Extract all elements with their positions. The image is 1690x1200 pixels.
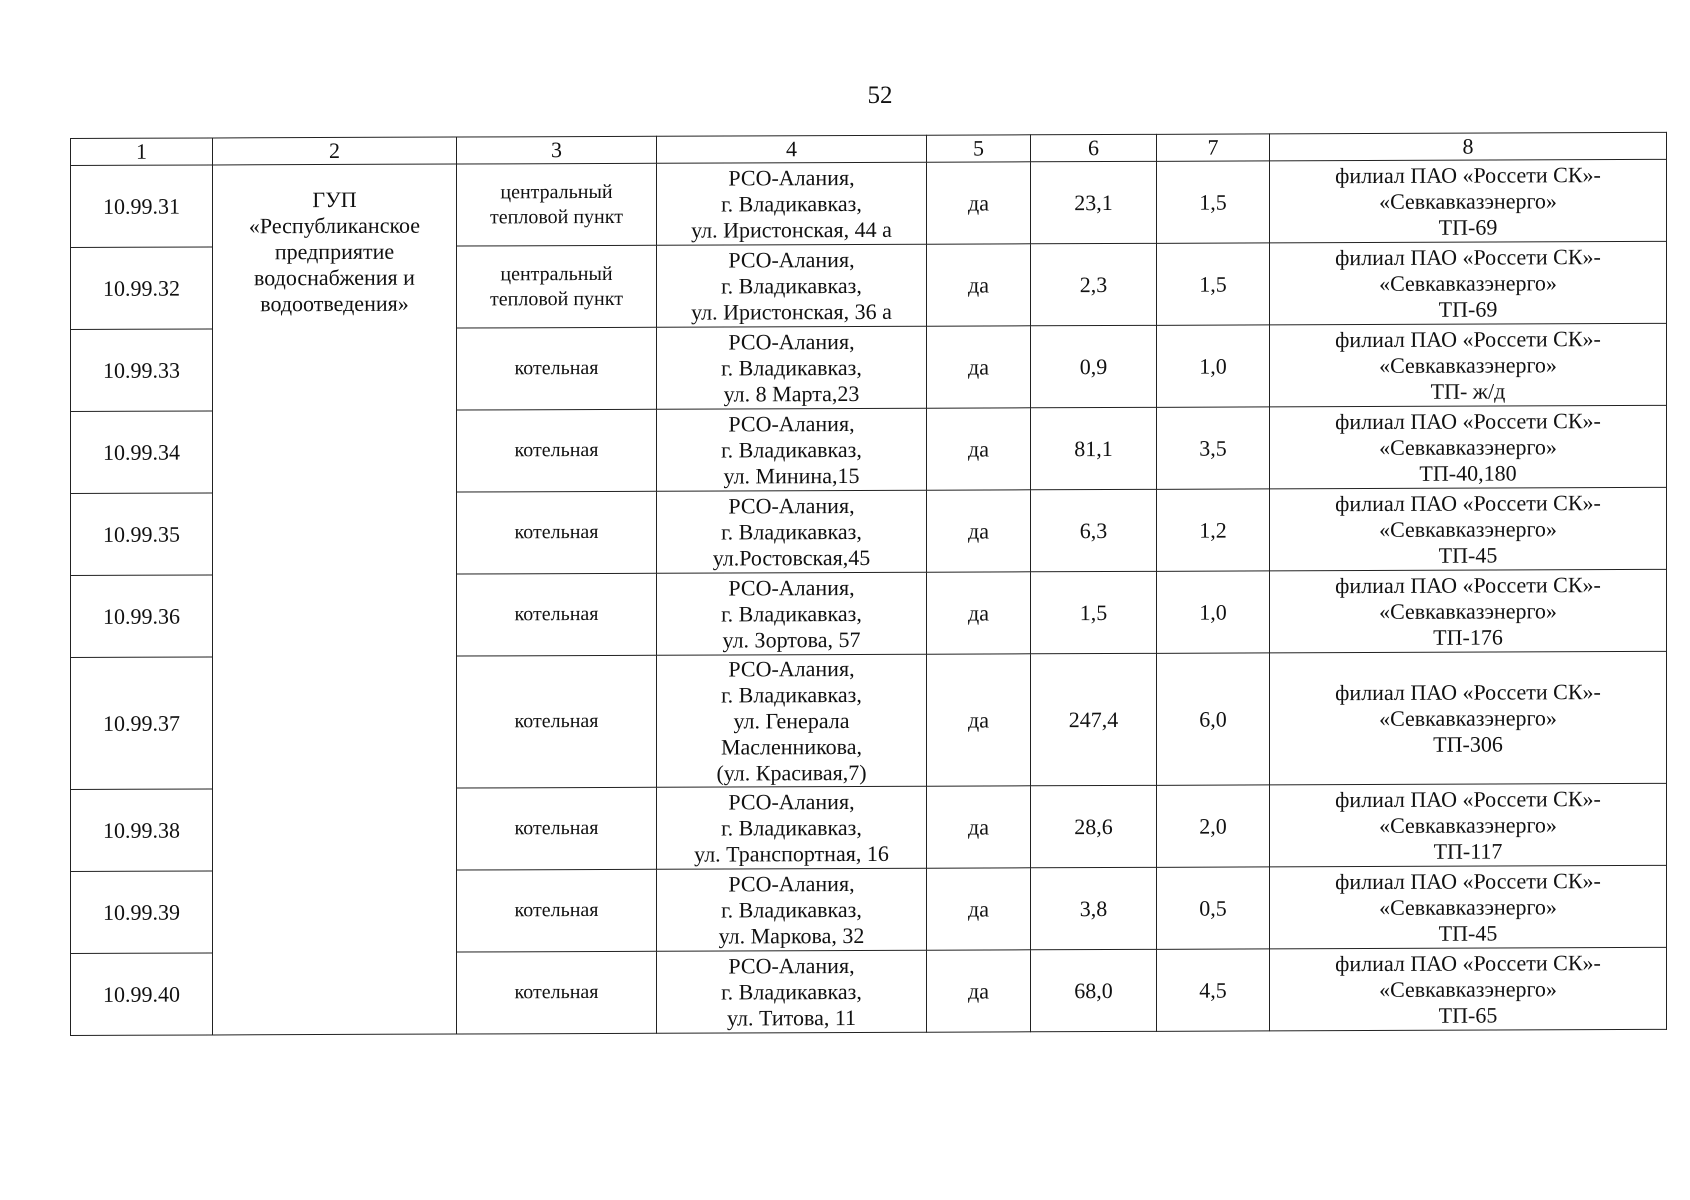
network-cell-line: «Севкавказэнерго» — [1379, 187, 1557, 214]
address-cell-line: РСО-Алания, — [728, 246, 855, 272]
network-cell-line: ТП-45 — [1438, 920, 1498, 946]
address-cell-line: Масленникова, — [720, 733, 863, 760]
facility-type-cell — [457, 409, 657, 492]
header-cell: 3 — [457, 136, 657, 164]
facility-type-cell — [457, 655, 657, 788]
facility-type-cell-line: котельная — [514, 709, 599, 733]
value6-cell: 247,4 — [1031, 653, 1157, 785]
facility-type-cell-line: котельная — [514, 980, 599, 1004]
value7-cell: 0,5 — [1157, 867, 1270, 949]
address-cell — [657, 408, 927, 491]
header-cell: 4 — [657, 135, 927, 163]
network-cell — [1270, 783, 1667, 867]
network-cell-line: ТП-69 — [1438, 214, 1498, 240]
flag-cell: да — [927, 950, 1031, 1032]
header-cell: 1 — [71, 138, 213, 166]
network-cell — [1270, 487, 1667, 571]
record-code-cell: 10.99.35 — [71, 493, 213, 576]
network-cell-line: ТП- ж/д — [1430, 377, 1506, 404]
address-cell — [657, 868, 927, 951]
address-cell-line: РСО-Алания, — [728, 328, 855, 354]
address-cell — [657, 654, 927, 787]
network-cell-line: «Севкавказэнерго» — [1379, 351, 1557, 378]
address-cell-line: г. Владикавказ, — [721, 978, 862, 1004]
network-cell-line: ТП-176 — [1433, 623, 1503, 650]
record-code-cell: 10.99.34 — [71, 411, 213, 494]
value6-cell: 0,9 — [1031, 325, 1157, 407]
flag-cell: да — [927, 786, 1031, 868]
organization-cell — [213, 164, 457, 1035]
network-cell — [1270, 241, 1667, 325]
network-cell — [1270, 405, 1667, 489]
facility-type-cell — [457, 163, 657, 246]
value7-cell: 1,5 — [1157, 243, 1270, 325]
address-cell-line: ул. Иристонская, 36 а — [691, 298, 892, 325]
facility-type-cell — [457, 327, 657, 410]
network-cell-line: филиал ПАО «Россети СК»- — [1335, 489, 1601, 516]
address-cell-line: РСО-Алания, — [728, 492, 855, 518]
network-cell-line: ТП-65 — [1438, 1002, 1498, 1028]
address-cell — [657, 572, 927, 655]
record-code-cell: 10.99.36 — [71, 575, 213, 658]
value7-cell: 1,2 — [1157, 489, 1270, 571]
header-cell: 7 — [1157, 134, 1270, 161]
address-cell-line: г. Владикавказ, — [721, 354, 862, 380]
address-cell — [657, 490, 927, 573]
record-code-cell: 10.99.38 — [71, 789, 213, 872]
record-code-cell: 10.99.32 — [71, 247, 213, 330]
value7-cell: 6,0 — [1157, 653, 1270, 785]
value7-cell: 1,5 — [1157, 161, 1270, 243]
organization-cell-line: «Республиканское — [248, 212, 421, 239]
network-cell-line: филиал ПАО «Россети СК»- — [1335, 785, 1601, 812]
network-cell-line: ТП-69 — [1438, 296, 1498, 322]
organization-cell-line: водоснабжения и — [254, 264, 415, 291]
network-cell-line: ТП-117 — [1433, 837, 1503, 864]
facility-type-cell-line: котельная — [514, 438, 599, 462]
address-cell-line: РСО-Алания, — [728, 410, 855, 436]
record-code-cell: 10.99.40 — [71, 953, 213, 1036]
network-cell-line: «Севкавказэнерго» — [1379, 811, 1557, 838]
address-cell-line: г. Владикавказ, — [721, 272, 862, 298]
flag-cell: да — [927, 490, 1031, 572]
record-code-cell: 10.99.33 — [71, 329, 213, 412]
address-cell-line: ул. Транспортная, 16 — [694, 840, 889, 867]
network-cell-line: филиал ПАО «Россети СК»- — [1335, 949, 1601, 976]
network-cell-line: филиал ПАО «Россети СК»- — [1335, 571, 1601, 598]
flag-cell: да — [927, 868, 1031, 950]
facility-type-cell-line: центральный — [500, 180, 613, 203]
address-cell-line: г. Владикавказ, — [721, 190, 862, 216]
address-cell-line: РСО-Алания, — [728, 574, 855, 600]
facility-type-cell — [457, 869, 657, 952]
address-cell-line: ул. Генерала — [733, 707, 850, 733]
address-cell — [657, 244, 927, 327]
value6-cell: 2,3 — [1031, 243, 1157, 325]
facility-type-cell-line: котельная — [514, 898, 599, 922]
organization-cell-line: водоотведения» — [260, 290, 409, 317]
value6-cell: 6,3 — [1031, 489, 1157, 571]
header-cell: 6 — [1031, 134, 1157, 161]
address-cell-line: г. Владикавказ, — [721, 896, 862, 922]
network-cell-line: «Севкавказэнерго» — [1379, 704, 1557, 731]
address-cell-line: ул. Титова, 11 — [726, 1004, 857, 1030]
value6-cell: 28,6 — [1031, 785, 1157, 867]
address-cell-line: г. Владикавказ, — [721, 518, 862, 544]
network-cell-line: филиал ПАО «Россети СК»- — [1335, 161, 1601, 188]
value6-cell: 23,1 — [1031, 161, 1157, 243]
network-cell — [1270, 159, 1667, 243]
network-cell — [1270, 865, 1667, 949]
network-cell-line: филиал ПАО «Россети СК»- — [1335, 678, 1601, 705]
flag-cell: да — [927, 326, 1031, 408]
address-cell-line: г. Владикавказ, — [721, 814, 862, 840]
network-cell-line: «Севкавказэнерго» — [1379, 515, 1557, 542]
organization-cell-line: предприятие — [274, 238, 395, 265]
facility-type-cell-line: котельная — [514, 520, 599, 544]
network-cell-line: ТП-45 — [1438, 542, 1498, 568]
page-number: 52 — [867, 82, 893, 109]
address-cell-line: г. Владикавказ, — [721, 600, 862, 626]
facility-type-cell — [457, 573, 657, 656]
network-cell-line: ТП-306 — [1433, 730, 1503, 757]
flag-cell: да — [927, 572, 1031, 654]
network-cell — [1270, 323, 1667, 407]
value7-cell: 1,0 — [1157, 571, 1270, 653]
value6-cell: 81,1 — [1031, 407, 1157, 489]
facility-type-cell-line: котельная — [514, 356, 599, 380]
network-cell-line: филиал ПАО «Россети СК»- — [1335, 867, 1601, 894]
facility-type-cell-line: тепловой пункт — [490, 205, 623, 228]
record-code-cell: 10.99.37 — [71, 657, 213, 790]
value7-cell: 4,5 — [1157, 949, 1270, 1031]
flag-cell: да — [927, 408, 1031, 490]
value7-cell: 3,5 — [1157, 407, 1270, 489]
address-cell-line: ул. Зортова, 57 — [722, 626, 861, 652]
facility-type-cell — [457, 245, 657, 328]
network-cell-line: «Севкавказэнерго» — [1379, 975, 1557, 1002]
network-cell-line: «Севкавказэнерго» — [1379, 597, 1557, 624]
table-row — [71, 159, 1667, 247]
address-cell-line: РСО-Алания, — [728, 952, 855, 978]
record-code-cell: 10.99.31 — [71, 165, 213, 248]
facility-type-cell-line: тепловой пункт — [490, 287, 623, 310]
address-cell-line: г. Владикавказ, — [721, 681, 862, 707]
address-cell-line: РСО-Алания, — [728, 164, 855, 190]
facility-type-cell — [457, 787, 657, 870]
facility-type-cell-line: котельная — [514, 816, 599, 840]
network-cell-line: филиал ПАО «Россети СК»- — [1335, 325, 1601, 352]
header-cell: 2 — [213, 137, 457, 165]
network-cell-line: филиал ПАО «Россети СК»- — [1335, 243, 1601, 270]
address-cell-line: ул. 8 Марта,23 — [723, 380, 860, 406]
address-cell-line: РСО-Алания, — [728, 870, 855, 896]
organization-cell-line: ГУП — [312, 186, 357, 213]
network-cell — [1270, 947, 1667, 1031]
network-cell-line: «Севкавказэнерго» — [1379, 893, 1557, 920]
flag-cell: да — [927, 162, 1031, 244]
value7-cell: 1,0 — [1157, 325, 1270, 407]
value6-cell: 68,0 — [1031, 949, 1157, 1031]
value6-cell: 1,5 — [1031, 571, 1157, 653]
facility-type-cell — [457, 951, 657, 1034]
address-cell-line: ул.Ростовская,45 — [712, 544, 871, 571]
address-cell — [657, 950, 927, 1033]
flag-cell: да — [927, 244, 1031, 326]
value6-cell: 3,8 — [1031, 867, 1157, 949]
network-cell — [1270, 569, 1667, 653]
flag-cell: да — [927, 654, 1031, 786]
address-cell-line: ул. Маркова, 32 — [718, 922, 865, 949]
network-cell-line: «Севкавказэнерго» — [1379, 433, 1557, 460]
record-code-cell: 10.99.39 — [71, 871, 213, 954]
address-cell-line: г. Владикавказ, — [721, 436, 862, 462]
network-cell — [1270, 651, 1667, 785]
facility-type-cell-line: центральный — [500, 262, 613, 285]
header-cell: 5 — [927, 135, 1031, 162]
address-cell-line: ул. Иристонская, 44 а — [691, 216, 892, 243]
address-cell — [657, 786, 927, 869]
value7-cell: 2,0 — [1157, 785, 1270, 867]
facilities-table — [70, 132, 1667, 1036]
network-cell-line: ТП-40,180 — [1419, 459, 1517, 486]
network-cell-line: филиал ПАО «Россети СК»- — [1335, 407, 1601, 434]
address-cell — [657, 162, 927, 245]
facility-type-cell-line: котельная — [514, 602, 599, 626]
address-cell-line: ул. Минина,15 — [723, 462, 860, 488]
network-cell-line: «Севкавказэнерго» — [1379, 269, 1557, 296]
address-cell — [657, 326, 927, 409]
address-cell-line: РСО-Алания, — [728, 788, 855, 814]
header-cell: 8 — [1270, 132, 1667, 161]
facility-type-cell — [457, 491, 657, 574]
address-cell-line: РСО-Алания, — [728, 655, 855, 681]
address-cell-line: (ул. Красивая,7) — [716, 759, 867, 786]
